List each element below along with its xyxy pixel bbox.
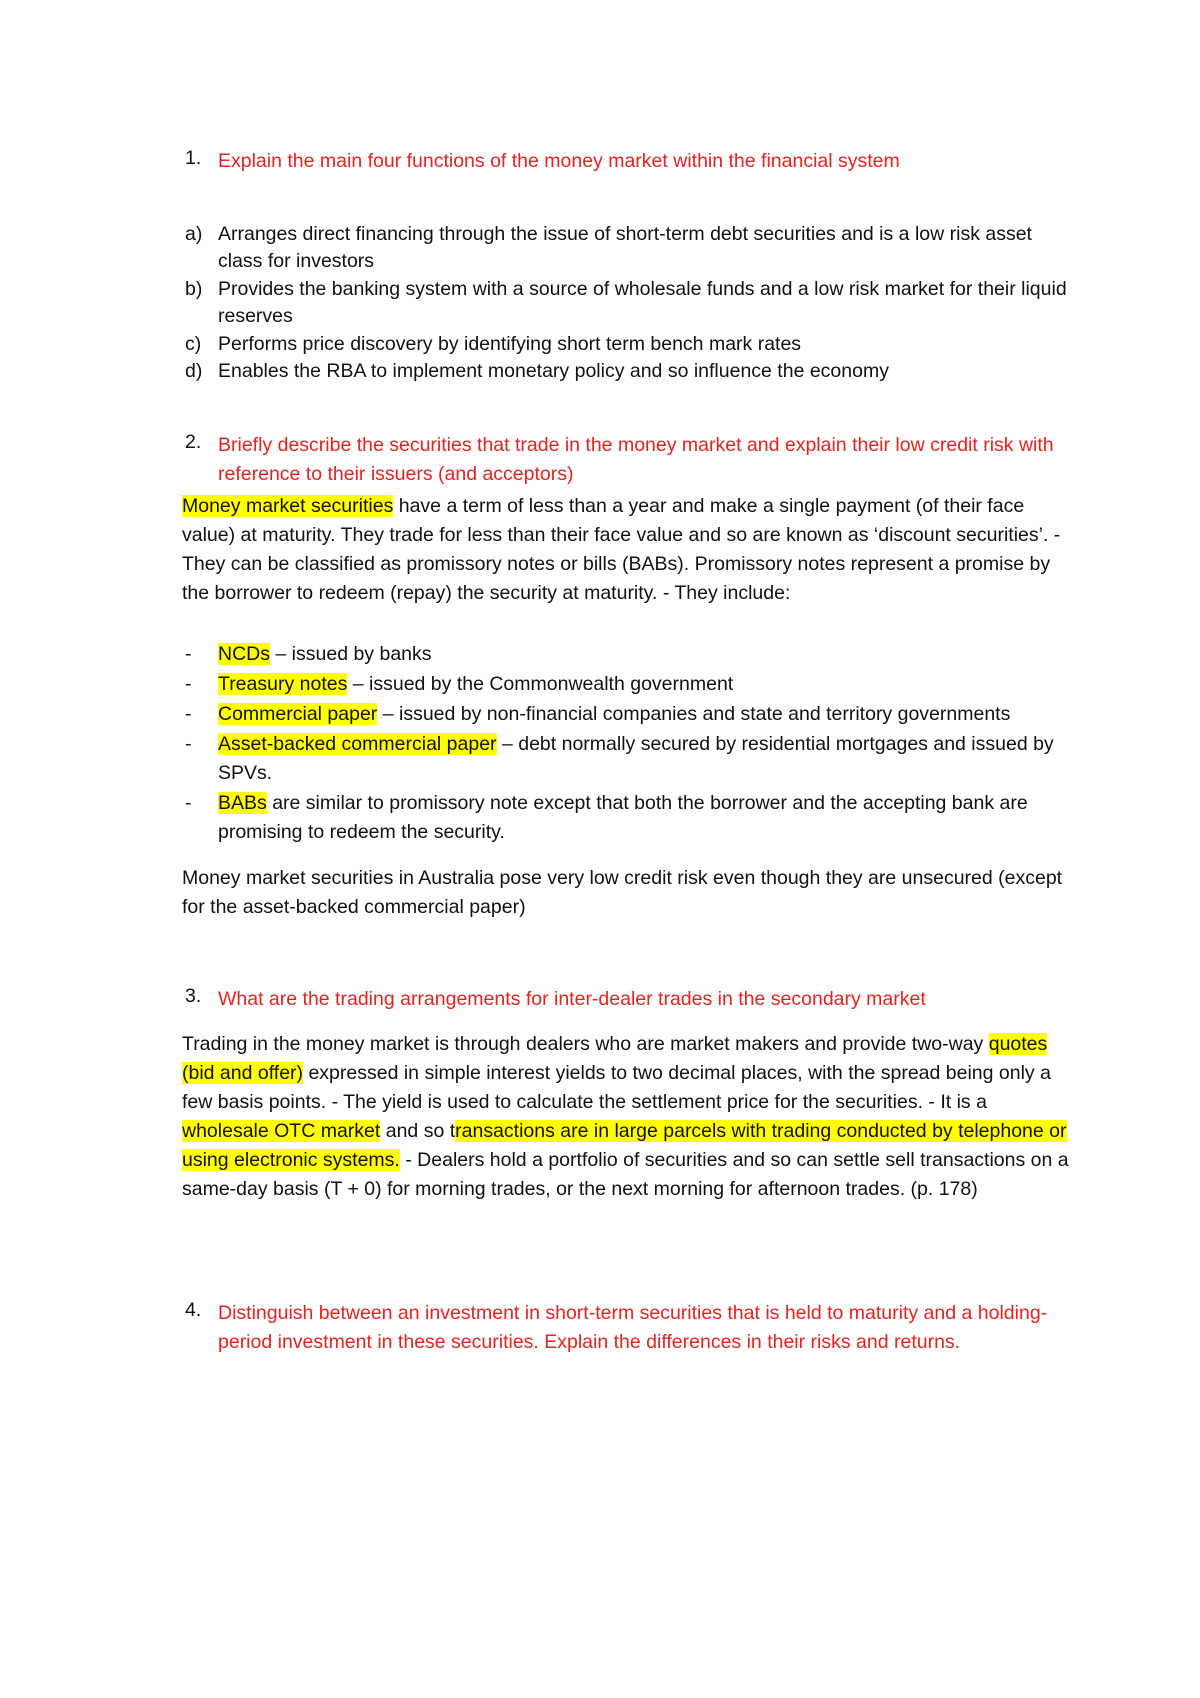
highlighted-term: quotes (bid and offer) — [182, 1033, 1048, 1084]
paragraph-text: - Dealers hold a portfolio of securities and so can settle sell transactions on a same-day basis (T + 0) for morning trades, or the next morning for afternoon trades. (p. 178) — [182, 1149, 1069, 1200]
list-marker: c) — [185, 333, 202, 355]
question-number: 1. — [185, 147, 202, 169]
highlighted-term: wholesale OTC market — [182, 1120, 381, 1142]
list-marker: d) — [185, 360, 203, 382]
question-number: 2. — [185, 431, 202, 453]
question-text: Briefly describe the securities that trade in the money market and explain their low credit risk with reference to their issuers (and acceptors) — [218, 434, 1054, 485]
list-item — [218, 789, 1068, 847]
list-item-text: – issued by non-financial companies and state and territory governments — [377, 703, 1011, 725]
list-item-text: – debt normally secured by residential mortgages and issued by SPVs. — [218, 733, 1054, 784]
highlighted-term: Treasury notes — [218, 673, 348, 695]
question-number: 3. — [185, 985, 202, 1007]
highlighted-term: NCDs — [218, 643, 270, 665]
bullet-marker: - — [185, 703, 192, 725]
list-item-text: – issued by banks — [270, 643, 432, 665]
list-marker: b) — [185, 278, 203, 300]
paragraph-text: expressed in simple interest yields to two decimal places, with the spread being only a few basis points. - The yield is used to calculate the settlement price for the securities. - It is a — [182, 1062, 1051, 1113]
highlighted-term: Asset-backed commercial paper — [218, 733, 497, 755]
list-item — [218, 730, 1068, 788]
question-text: What are the trading arrangements for inter-dealer trades in the secondary market — [218, 988, 926, 1010]
list-item: Enables the RBA to implement monetary policy and so influence the economy — [218, 360, 889, 382]
list-item-text: – issued by the Commonwealth government — [347, 673, 734, 695]
q2-conclusion-paragraph: Money market securities in Australia pose very low credit risk even though they are unsecured (except for the asset-backed commercial paper) — [182, 867, 1063, 918]
list-item-text: are similar to promissory note except that both the borrower and the accepting bank are promising to redeem the security. — [218, 792, 1028, 843]
bullet-marker: - — [185, 792, 192, 814]
highlighted-term: ransactions are in large parcels with trading conducted by telephone or using electronic systems. — [182, 1120, 1067, 1171]
list-item — [218, 640, 1068, 669]
highlighted-term: BABs — [218, 792, 267, 814]
list-item: Provides the banking system with a source of wholesale funds and a low risk market for their liquid reserves — [218, 278, 1067, 327]
question-number: 4. — [185, 1299, 202, 1321]
bullet-marker: - — [185, 733, 192, 755]
paragraph-text: and so t — [380, 1120, 456, 1142]
bullet-marker: - — [185, 673, 192, 695]
list-item — [218, 700, 1068, 729]
paragraph-text: have a term of less than a year and make a single payment (of their face value) at maturity. They trade for less than their face value and so are known as ‘discount securities’. - They can be classified as promissory notes or bills (BABs). Promissory notes represent a promise by the borrower to redeem (repay) the security at maturity. - They include: — [182, 495, 1061, 604]
question-text: Distinguish between an investment in short-term securities that is held to maturity and a holding-period investment in these securities. Explain the differences in their risks and returns. — [218, 1302, 1048, 1353]
list-item: Performs price discovery by identifying short term bench mark rates — [218, 333, 802, 355]
highlighted-term: Commercial paper — [218, 703, 378, 725]
list-item — [218, 670, 1068, 699]
list-marker: a) — [185, 223, 203, 245]
highlighted-term: Money market securities — [182, 495, 394, 517]
list-item: Arranges direct financing through the issue of short-term debt securities and is a low risk asset class for investors — [218, 223, 1032, 272]
q2-answer-paragraph — [182, 492, 1072, 608]
question-text: Explain the main four functions of the money market within the financial system — [218, 150, 900, 172]
q3-answer-paragraph — [182, 1030, 1072, 1204]
paragraph-text: Trading in the money market is through dealers who are market makers and provide two-way — [182, 1033, 989, 1055]
bullet-marker: - — [185, 643, 192, 665]
